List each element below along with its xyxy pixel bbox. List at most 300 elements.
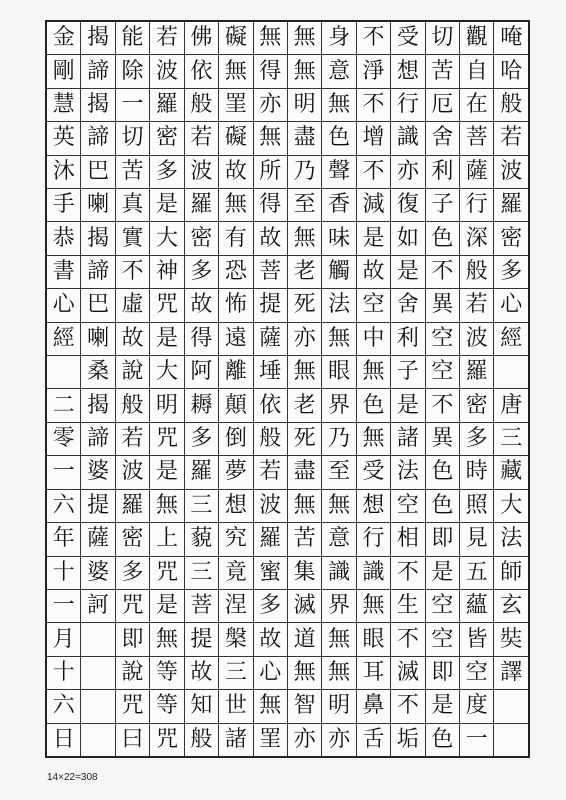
grid-cell: 法 [391,455,424,488]
grid-cell: 剛 [47,54,80,87]
grid-cell: 羅 [116,489,149,522]
grid-cell: 得 [254,188,287,221]
grid-cell: 切 [116,121,149,154]
grid-cell: 密 [150,121,183,154]
grid-cell: 無 [254,689,287,722]
grid-cell: 月 [47,622,80,655]
grid-cell: 厄 [426,88,459,121]
grid-cell: 減 [357,188,390,221]
grid-cell: 英 [47,121,80,154]
grid-cell: 無 [288,355,321,388]
grid-cell: 亦 [288,723,321,756]
grid-cell: 無 [288,489,321,522]
grid-cell: 罣 [254,723,287,756]
grid-column [321,22,355,756]
grid-cell: 舍 [391,288,424,321]
grid-cell: 提 [185,622,218,655]
copybook-sheet [45,20,530,758]
grid-cell: 色 [357,388,390,421]
grid-cell: 槃 [219,622,252,655]
grid-cell: 法 [322,288,355,321]
grid-cell: 如 [391,221,424,254]
grid-cell: 咒 [150,422,183,455]
grid-cell: 是 [150,589,183,622]
grid-cell: 等 [150,656,183,689]
grid-cell: 得 [254,54,287,87]
grid-cell: 若 [460,288,493,321]
grid-cell: 二 [47,388,80,421]
grid-cell: 切 [431,25,454,51]
grid-cell: 苦 [426,54,459,87]
grid-cell: 揭 [87,25,110,51]
grid-cell: 若 [116,422,149,455]
grid-cell: 訶 [81,589,114,622]
grid-cell: 味 [322,221,355,254]
grid-cell: 依 [185,54,218,87]
grid-cell: 不 [391,622,424,655]
grid-cell: 經 [494,322,527,355]
grid-cell [81,723,114,756]
grid-cell: 多 [494,255,527,288]
grid-cell: 六 [47,489,80,522]
grid-cell: 是 [426,556,459,589]
grid-cell: 密 [494,221,527,254]
grid-cell: 密 [185,221,218,254]
grid-cell: 不 [426,255,459,288]
grid-cell: 咒 [150,556,183,589]
grid-cell: 聲 [322,155,355,188]
grid-cell: 無 [322,622,355,655]
grid-cell: 提 [81,489,114,522]
grid-cell: 般 [254,422,287,455]
grid-cell: 一 [116,88,149,121]
grid-cell: 深 [460,221,493,254]
grid-cell: 羅 [254,522,287,555]
grid-column [425,22,459,756]
grid-cell: 無 [322,489,355,522]
grid-cell: 般 [185,723,218,756]
grid-cell: 自 [460,54,493,87]
grid-cell: 喇 [81,322,114,355]
grid-cell: 識 [322,556,355,589]
grid-cell: 一 [47,589,80,622]
grid-cell: 皆 [460,622,493,655]
grid-cell: 集 [288,556,321,589]
grid-cell: 遠 [219,322,252,355]
grid-cell: 曰 [116,723,149,756]
grid-cell: 諦 [81,54,114,87]
grid-cell: 一 [47,455,80,488]
grid-cell: 照 [460,489,493,522]
grid-cell [47,355,80,388]
grid-cell: 薩 [460,155,493,188]
grid-cell: 波 [254,489,287,522]
grid-cell: 怖 [219,288,252,321]
grid-cell: 多 [254,589,287,622]
grid-cell: 能 [121,25,144,51]
grid-cell: 唐 [494,388,527,421]
grid-cell: 耳 [357,656,390,689]
grid-cell: 知 [185,689,218,722]
grid-cell: 無 [288,656,321,689]
grid-cell: 般 [460,255,493,288]
grid-cell: 多 [185,422,218,455]
grid-cell: 礙 [219,121,252,154]
grid-cell: 無 [293,25,316,51]
grid-cell: 智 [288,689,321,722]
grid-cell: 異 [426,422,459,455]
grid-cell: 唵 [500,25,523,51]
grid-cell: 度 [460,689,493,722]
grid-cell: 空 [357,288,390,321]
grid-column [390,22,424,756]
grid-cell: 哈 [494,54,527,87]
grid-cell: 咒 [150,288,183,321]
grid-cell: 心 [494,288,527,321]
grid-cell: 中 [357,322,390,355]
grid-cell: 眼 [322,355,355,388]
grid-cell: 般 [185,88,218,121]
grid-cell: 明 [322,689,355,722]
grid-cell: 波 [150,54,183,87]
grid-cell: 不 [357,88,390,121]
grid-cell: 無 [219,188,252,221]
grid-cell: 至 [322,455,355,488]
grid-cell: 滅 [391,656,424,689]
grid-column [47,22,80,756]
grid-cell: 上 [150,522,183,555]
grid-cell: 不 [391,689,424,722]
grid-cell: 佛 [190,25,213,51]
grid-cell: 識 [357,556,390,589]
grid-cell: 子 [426,188,459,221]
grid-cell: 夢 [219,455,252,488]
grid-cell: 亦 [288,322,321,355]
grid-cell: 異 [426,288,459,321]
grid-cell: 無 [322,88,355,121]
grid-cell: 虛 [116,288,149,321]
grid-cell: 乃 [288,155,321,188]
grid-cell: 舌 [357,723,390,756]
grid-cell: 空 [426,622,459,655]
grid-column [149,22,183,756]
grid-cell: 故 [185,656,218,689]
grid-cell: 空 [460,656,493,689]
grid-cell: 淨 [357,54,390,87]
grid-cell: 羅 [460,355,493,388]
grid-cell: 無 [259,25,282,51]
grid-cell: 揭 [81,388,114,421]
grid-cell: 密 [460,388,493,421]
grid-cell: 顛 [219,388,252,421]
grid-cell: 行 [357,522,390,555]
grid-cell: 即 [426,522,459,555]
grid-cell: 般 [494,88,527,121]
grid-cell: 三 [185,556,218,589]
grid-cell: 空 [426,355,459,388]
grid-cell: 受 [357,455,390,488]
grid-cell: 故 [116,322,149,355]
grid-cell: 埵 [254,355,287,388]
grid-cell: 依 [254,388,287,421]
grid-cell: 色 [426,455,459,488]
grid-cell: 金 [52,25,75,51]
grid-cell [494,723,527,756]
grid-cell: 意 [322,54,355,87]
grid-cell [494,689,527,722]
grid-cell: 譯 [494,656,527,689]
grid-cell: 無 [357,355,390,388]
grid-cell: 苦 [288,522,321,555]
grid-cell: 耨 [185,388,218,421]
grid-cell: 涅 [219,589,252,622]
grid-cell: 手 [47,188,80,221]
grid-cell: 識 [391,121,424,154]
grid-cell: 無 [150,622,183,655]
grid-cell: 色 [426,723,459,756]
grid-cell: 菩 [185,589,218,622]
grid-cell: 復 [391,188,424,221]
grid-cell: 真 [116,188,149,221]
grid-cell: 明 [288,88,321,121]
grid-column [493,22,527,756]
grid-cell: 無 [288,221,321,254]
grid-cell: 眼 [357,622,390,655]
grid-cell: 薩 [254,322,287,355]
grid-cell: 是 [391,255,424,288]
grid-cell: 諸 [391,422,424,455]
grid-cell: 舍 [426,121,459,154]
grid-cell: 恭 [47,221,80,254]
grid-cell: 見 [460,522,493,555]
grid-cell: 書 [47,255,80,288]
grid-cell: 羅 [150,88,183,121]
grid-cell: 竟 [219,556,252,589]
grid-cell: 三 [494,422,527,455]
grid-cell: 諸 [219,723,252,756]
grid-cell: 亦 [391,155,424,188]
grid-column [253,22,287,756]
grid-cell: 即 [116,622,149,655]
grid-cell: 有 [219,221,252,254]
grid-cell: 師 [494,556,527,589]
grid-cell: 無 [150,489,183,522]
grid-cell: 不 [116,255,149,288]
grid-cell: 多 [460,422,493,455]
grid-cell: 亦 [254,88,287,121]
grid-cell: 受 [396,25,419,51]
grid-cell: 苦 [116,155,149,188]
grid-cell: 諦 [81,422,114,455]
grid-cell: 明 [150,388,183,421]
grid-cell [81,656,114,689]
grid-cell: 揭 [81,88,114,121]
grid-cell: 日 [47,723,80,756]
grid-cell: 空 [426,589,459,622]
grid-cell: 時 [460,455,493,488]
grid-cell: 薩 [81,522,114,555]
grid-cell: 三 [185,489,218,522]
grid-cell: 咒 [150,723,183,756]
grid-cell: 巴 [81,288,114,321]
grid-cell: 礙 [224,25,247,51]
grid-cell: 菩 [254,255,287,288]
grid-cell: 實 [116,221,149,254]
grid-cell: 無 [254,121,287,154]
grid-cell: 是 [150,188,183,221]
grid-cell: 是 [150,322,183,355]
grid-cell: 波 [460,322,493,355]
grid-cell: 想 [219,489,252,522]
grid-cell: 故 [185,288,218,321]
grid-cell: 波 [185,155,218,188]
grid-cell: 子 [391,355,424,388]
grid-cell: 是 [391,388,424,421]
grid-cell: 三 [219,656,252,689]
grid-cell: 咒 [116,589,149,622]
grid-cell: 故 [219,155,252,188]
grid-cell: 是 [426,689,459,722]
grid-cell: 婆 [81,556,114,589]
grid-cell: 亦 [322,723,355,756]
grid-cell: 等 [150,689,183,722]
grid-cell: 無 [357,422,390,455]
grid-cell: 經 [47,322,80,355]
grid-cell [494,355,527,388]
grid-cell: 色 [426,221,459,254]
grid-cell: 羅 [185,188,218,221]
grid-cell: 色 [322,121,355,154]
grid-cell: 是 [150,455,183,488]
grid-cell: 藐 [185,522,218,555]
grid-cell: 盡 [288,121,321,154]
grid-cell: 神 [150,255,183,288]
grid-cell: 行 [460,188,493,221]
grid-cell: 即 [426,656,459,689]
grid-cell: 喇 [81,188,114,221]
grid-cell: 說 [116,656,149,689]
grid-cell: 恐 [219,255,252,288]
grid-cell: 利 [426,155,459,188]
grid-cell: 界 [322,589,355,622]
grid-cell: 意 [322,522,355,555]
grid-cell: 至 [288,188,321,221]
grid-cell: 界 [322,388,355,421]
grid-cell: 故 [357,255,390,288]
grid-cell: 心 [47,288,80,321]
grid-cell: 菩 [460,121,493,154]
grid-cell: 若 [155,25,178,51]
grid-cell: 香 [322,188,355,221]
grid-cell: 心 [254,656,287,689]
grid-cell: 法 [494,522,527,555]
grid-cell: 無 [219,54,252,87]
grid-cell: 行 [391,88,424,121]
grid-cell: 十 [47,556,80,589]
grid-cell: 羅 [185,455,218,488]
character-grid [47,22,528,756]
grid-cell: 多 [150,155,183,188]
grid-cell: 慧 [47,88,80,121]
grid-cell: 無 [322,322,355,355]
grid-cell: 乃 [322,422,355,455]
grid-cell: 零 [47,422,80,455]
grid-column [356,22,390,756]
grid-cell: 般 [116,388,149,421]
grid-cell: 巴 [81,155,114,188]
grid-cell: 無 [288,54,321,87]
grid-cell: 死 [288,422,321,455]
grid-cell: 波 [116,455,149,488]
grid-cell: 年 [47,522,80,555]
grid-cell: 說 [116,355,149,388]
grid-cell: 羅 [494,188,527,221]
grid-cell: 大 [150,355,183,388]
grid-cell: 究 [219,522,252,555]
grid-cell: 不 [391,556,424,589]
grid-cell: 婆 [81,455,114,488]
grid-cell: 得 [185,322,218,355]
grid-cell: 波 [494,155,527,188]
grid-column [287,22,321,756]
grid-cell: 老 [288,255,321,288]
grid-cell: 老 [288,388,321,421]
grid-column [218,22,252,756]
grid-cell: 密 [116,522,149,555]
grid-cell: 若 [254,455,287,488]
grid-cell: 玄 [494,589,527,622]
grid-size-caption: 14×22=308 [47,772,98,783]
grid-cell: 罣 [219,88,252,121]
grid-cell: 增 [357,121,390,154]
grid-cell: 十 [47,656,80,689]
grid-cell: 死 [288,288,321,321]
grid-column [115,22,149,756]
grid-cell: 在 [460,88,493,121]
grid-cell: 無 [357,589,390,622]
grid-cell: 不 [426,388,459,421]
grid-cell: 觸 [322,255,355,288]
grid-cell: 若 [494,121,527,154]
grid-cell: 大 [150,221,183,254]
grid-cell: 不 [357,155,390,188]
grid-cell: 盡 [288,455,321,488]
grid-cell: 鼻 [357,689,390,722]
grid-cell: 倒 [219,422,252,455]
grid-cell: 空 [391,489,424,522]
grid-cell: 提 [254,288,287,321]
grid-cell: 蘊 [460,589,493,622]
grid-cell: 離 [219,355,252,388]
grid-cell: 沐 [47,155,80,188]
grid-column [184,22,218,756]
grid-cell: 無 [322,656,355,689]
grid-cell: 諦 [81,121,114,154]
grid-cell: 垢 [391,723,424,756]
grid-cell: 所 [254,155,287,188]
grid-cell: 色 [426,489,459,522]
grid-column [459,22,493,756]
grid-cell: 六 [47,689,80,722]
grid-cell: 故 [254,622,287,655]
grid-cell: 五 [460,556,493,589]
grid-cell: 若 [185,121,218,154]
grid-cell: 除 [116,54,149,87]
grid-cell: 空 [426,322,459,355]
grid-cell: 不 [362,25,385,51]
grid-cell: 諦 [81,255,114,288]
grid-cell: 故 [254,221,287,254]
